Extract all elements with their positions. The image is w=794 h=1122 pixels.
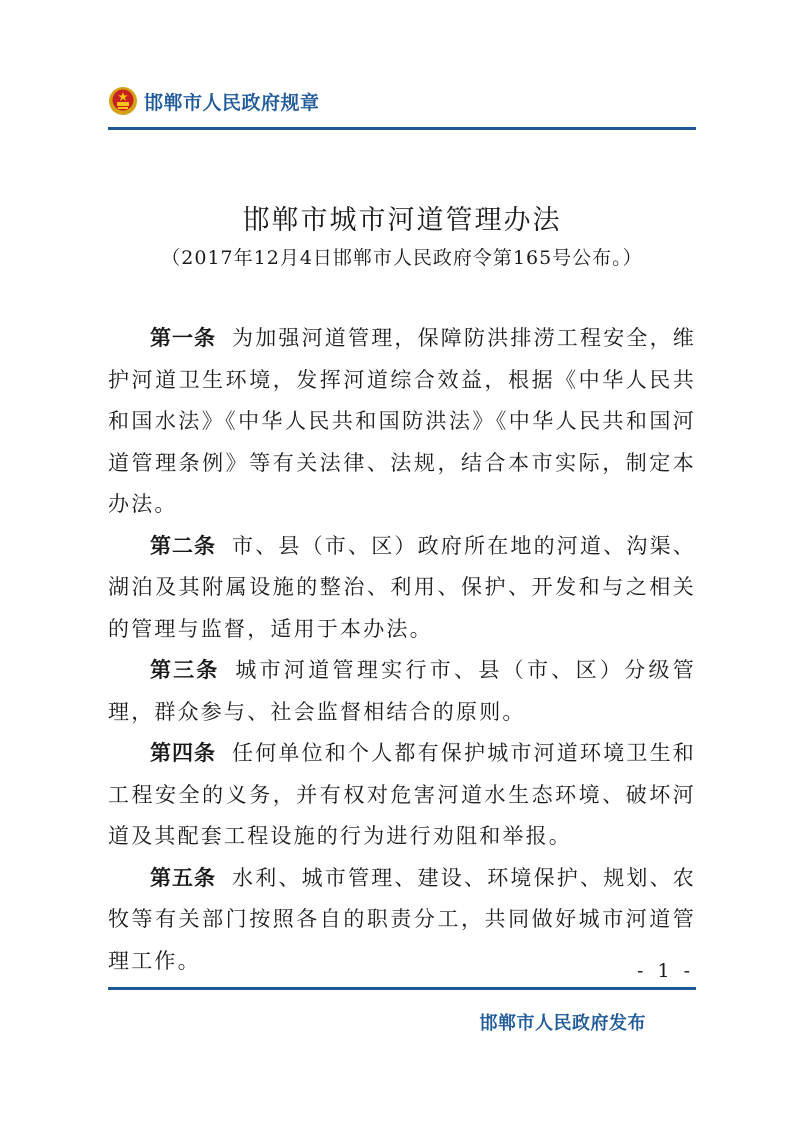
- article: [108, 318, 696, 526]
- article-text: 城市河道管理实行市、县（市、区）分级管理，群众参与、社会监督相结合的原则。: [108, 658, 696, 724]
- article: [108, 650, 696, 733]
- header-divider: [108, 127, 696, 130]
- article: [108, 733, 696, 858]
- document-title: 邯郸市城市河道管理办法: [242, 205, 562, 236]
- footer-publisher: 邯郸市人民政府发布: [479, 1013, 646, 1034]
- page-number: - 1 -: [636, 960, 694, 982]
- article-text: 任何单位和个人都有保护城市河道环境卫生和工程安全的义务，并有权对危害河道水生态环境、破坏河道及其配套工程设施的行为进行劝阻和举报。: [108, 741, 696, 848]
- article: [108, 526, 696, 651]
- article: [108, 858, 696, 983]
- page-header: [108, 84, 696, 118]
- article-text: 市、县（市、区）政府所在地的河道、沟渠、湖泊及其附属设施的整治、利用、保护、开发和与之相关的管理与监督，适用于本办法。: [108, 533, 696, 641]
- article-text: 水利、城市管理、建设、环境保护、规划、农牧等有关部门按照各自的职责分工，共同做好城市河道管理工作。: [108, 865, 696, 973]
- article-number: 第三条: [150, 658, 220, 682]
- header-title: 邯郸市人民政府规章: [144, 91, 320, 114]
- article-text: 为加强河道管理，保障防洪排涝工程安全，维护河道卫生环境，发挥河道综合效益，根据《中华人民共和国水法》《中华人民共和国防洪法》《中华人民共和国河道管理条例》等有关法律、法规，结合本市实际，制定本办法。: [108, 326, 696, 516]
- article-number: 第二条: [150, 533, 216, 558]
- article-number: 第五条: [150, 865, 216, 890]
- footer-divider: [108, 987, 696, 990]
- national-emblem-icon: [108, 86, 138, 116]
- article-number: 第一条: [150, 326, 216, 350]
- article-number: 第四条: [150, 741, 216, 765]
- document-subtitle: （2017年12月4日邯郸市人民政府令第165号公布。）: [161, 247, 643, 269]
- document-body: [108, 318, 696, 982]
